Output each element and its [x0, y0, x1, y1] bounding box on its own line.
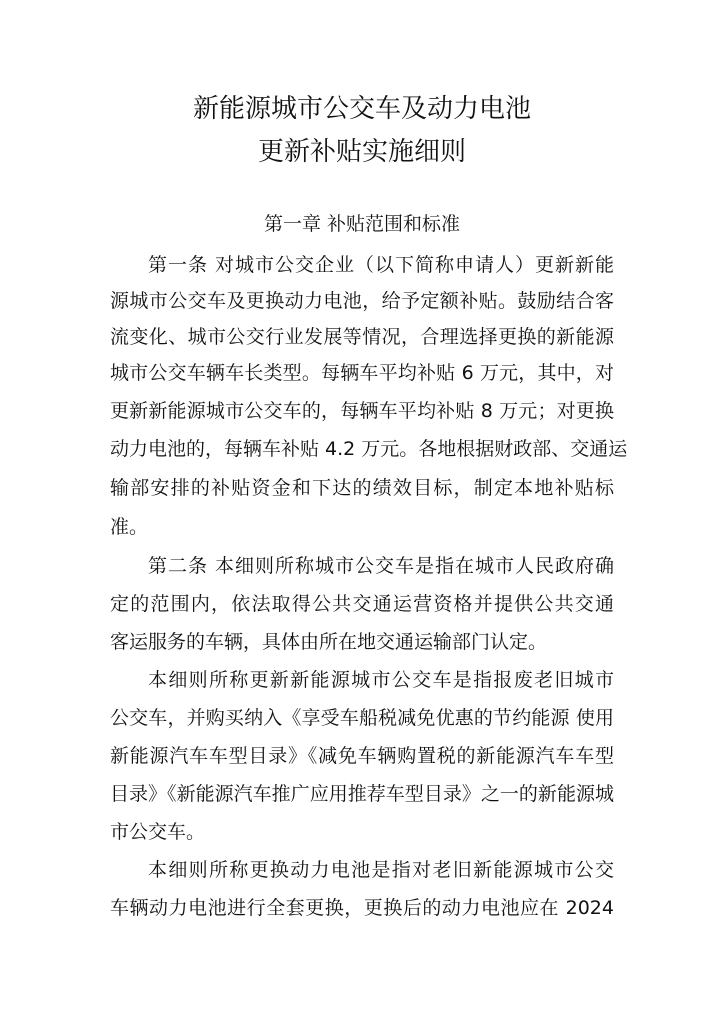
chapter-heading: 第一章 补贴范围和标准: [263, 213, 461, 235]
paragraph-line: 定的范围内，依法取得公共交通运营资格并提供公共交通: [110, 593, 614, 615]
paragraph-line: 源城市公交车及更换动力电池，给予定额补贴。鼓励结合客: [110, 290, 614, 312]
paragraph-line: 第二条 本细则所称城市公交车是指在城市人民政府确: [148, 555, 614, 577]
paragraph-line: 更新新能源城市公交车的，每辆车平均补贴 8 万元；对更换: [110, 400, 614, 422]
paragraph-line: 车辆动力电池进行全套更换，更换后的动力电池应在 2024: [110, 897, 614, 919]
paragraph-line: 市公交车。: [110, 821, 206, 843]
paragraph-line: 流变化、城市公交行业发展等情况，合理选择更换的新能源: [110, 326, 614, 348]
document-title-line-2: 更新补贴实施细则: [257, 137, 466, 167]
paragraph-line: 第一条 对城市公交企业（以下简称申请人）更新新能: [148, 254, 614, 276]
paragraph-line: 本细则所称更新新能源城市公交车是指报废老旧城市: [148, 669, 614, 691]
paragraph-line: 公交车，并购买纳入《享受车船税减免优惠的节约能源 使用: [110, 707, 614, 729]
paragraph-line: 动力电池的，每辆车补贴 4.2 万元。各地根据财政部、交通运: [110, 438, 628, 460]
paragraph-line: 城市公交车辆车长类型。每辆车平均补贴 6 万元，其中，对: [110, 362, 614, 384]
paragraph-line: 客运服务的车辆，具体由所在地交通运输部门认定。: [110, 631, 548, 653]
paragraph-line: 新能源汽车车型目录》《减免车辆购置税的新能源汽车车型: [110, 745, 614, 767]
document-title-line-1: 新能源城市公交车及动力电池: [192, 94, 531, 124]
paragraph-line: 准。: [110, 516, 149, 538]
paragraph-line: 输部安排的补贴资金和下达的绩效目标，制定本地补贴标: [110, 477, 614, 499]
paragraph-line: 目录》《新能源汽车推广应用推荐车型目录》之一的新能源城: [110, 783, 614, 805]
paragraph-line: 本细则所称更换动力电池是指对老旧新能源城市公交: [148, 859, 614, 881]
